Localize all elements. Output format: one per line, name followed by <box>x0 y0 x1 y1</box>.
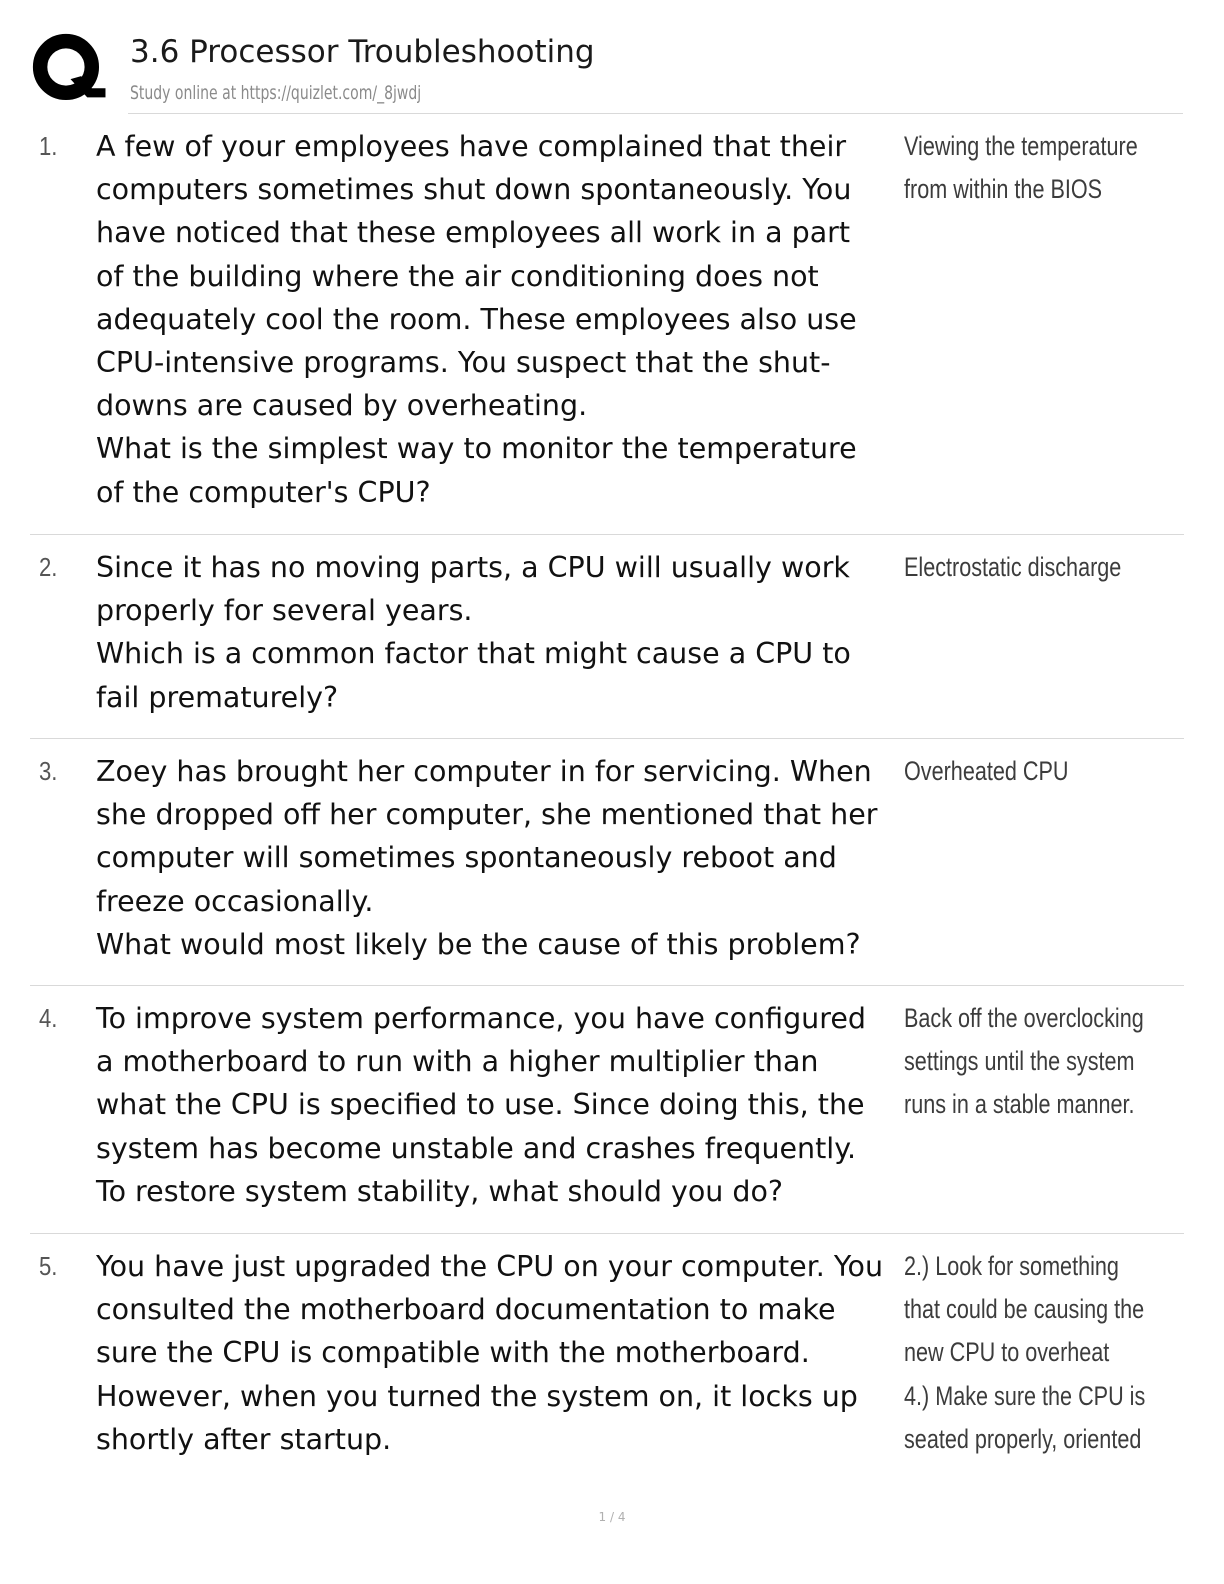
question-line: have noticed that these employees all work in a part <box>96 216 851 250</box>
card-question <box>96 750 906 966</box>
question-line: Since it has no moving parts, a CPU will usually work <box>96 551 850 584</box>
question-line: properly for several years. <box>96 594 473 628</box>
quizlet-logo-icon <box>31 32 107 108</box>
card-question <box>96 1245 906 1461</box>
page-indicator: 1 / 4 <box>598 1510 626 1524</box>
card-answer <box>904 125 1144 211</box>
card-answer <box>904 1245 1144 1461</box>
question-line: what the CPU is specified to use. Since doing this, the <box>96 1088 865 1122</box>
answer-line: Overheated CPU <box>904 756 1069 786</box>
answer-line: seated properly, oriented <box>904 1423 1142 1454</box>
answer-line: runs in a stable manner. <box>904 1089 1135 1120</box>
question-line: Zoey has brought her computer in for servicing. When <box>96 755 872 788</box>
card-question <box>96 997 906 1213</box>
question-line: fail prematurely? <box>96 680 339 714</box>
answer-line: 2.) Look for something <box>904 1251 1119 1281</box>
study-link[interactable]: Study online at https://quizlet.com/_8jwdj <box>130 82 422 104</box>
answer-line: 4.) Make sure the CPU is <box>904 1380 1146 1411</box>
question-line: shortly after startup. <box>96 1422 392 1456</box>
question-line: of the building where the air conditioning does not <box>96 259 819 293</box>
question-line: However, when you turned the system on, it locks up <box>96 1379 858 1413</box>
answer-line: settings until the system <box>904 1046 1135 1077</box>
question-line: computers sometimes shut down spontaneously. You <box>96 173 852 207</box>
answer-line: Back off the overclocking <box>904 1003 1144 1033</box>
question-line: adequately cool the room. These employees also use <box>96 302 857 336</box>
question-line: To improve system performance, you have configured <box>96 1002 866 1035</box>
question-line: system has become unstable and crashes frequently. <box>96 1131 857 1165</box>
header-divider <box>128 113 1183 114</box>
card-number: 3. <box>39 756 58 786</box>
question-line: freeze occasionally. <box>96 884 374 918</box>
card-number: 5. <box>39 1251 58 1281</box>
answer-line: from within the BIOS <box>904 174 1103 205</box>
question-line: To restore system stability, what should you do? <box>96 1174 784 1208</box>
question-line: sure the CPU is compatible with the motherboard. <box>96 1336 810 1370</box>
answer-line: Electrostatic discharge <box>904 552 1122 582</box>
question-line: What would most likely be the cause of this problem? <box>96 927 861 961</box>
card-divider <box>30 1233 1184 1234</box>
card-answer <box>904 546 1144 589</box>
card-question <box>96 546 906 719</box>
answer-line: that could be causing the <box>904 1294 1145 1325</box>
question-line: You have just upgraded the CPU on your computer. You <box>96 1250 884 1283</box>
card-divider <box>30 985 1184 986</box>
question-line: of the computer's CPU? <box>96 475 431 509</box>
question-line: computer will sometimes spontaneously reboot and <box>96 841 837 875</box>
card-number: 1. <box>39 131 58 161</box>
question-line: CPU-intensive programs. You suspect that the shut- <box>96 345 831 379</box>
answer-line: Viewing the temperature <box>904 131 1138 161</box>
answer-line: new CPU to overheat <box>904 1337 1110 1368</box>
question-line: consulted the motherboard documentation to make <box>96 1293 836 1327</box>
page-header <box>28 28 1184 114</box>
card-number: 4. <box>39 1003 58 1033</box>
card-answer <box>904 997 1144 1127</box>
question-line: A few of your employees have complained that their <box>96 130 847 163</box>
question-line: downs are caused by overheating. <box>96 389 588 423</box>
card-question <box>96 125 906 514</box>
card-answer <box>904 750 1144 793</box>
card-divider <box>30 534 1184 535</box>
question-line: she dropped off her computer, she mentioned that her <box>96 798 878 832</box>
question-line: Which is a common factor that might cause a CPU to <box>96 637 851 671</box>
question-line: What is the simplest way to monitor the temperature <box>96 432 857 466</box>
card-divider <box>30 738 1184 739</box>
card-number: 2. <box>39 552 58 582</box>
page-title: 3.6 Processor Troubleshooting <box>130 34 595 70</box>
question-line: a motherboard to run with a higher multiplier than <box>96 1045 819 1079</box>
